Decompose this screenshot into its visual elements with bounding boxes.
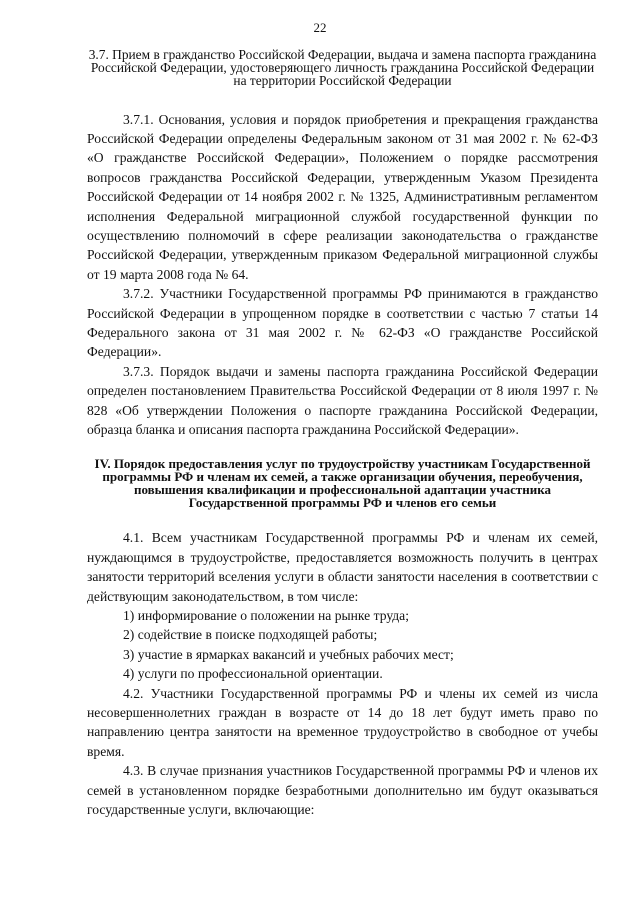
- section-title-3-7: 3.7. Прием в гражданство Российской Федерации, выдача и замена паспорта гражданина Российской Федерации, удостоверяющего личность гражданина Российской Федерации на территории Российской Федерации: [88, 47, 597, 89]
- paragraph-3-7-3: 3.7.3. Порядок выдачи и замены паспорта гражданина Российской Федерации определен постановлением Правительства Российской Федерации от 8 июля 1997 г. № 828 «Об утверждении Положения о паспорте гражданина Российской Федерации, образца бланка и описания паспорта гражданина Российской Федерации».: [87, 363, 598, 438]
- list-item: 2) содействие в поиске подходящей работы;: [123, 627, 378, 643]
- list-item: 3) участие в ярмарках вакансий и учебных рабочих мест;: [123, 646, 454, 662]
- paragraph-4-1: 4.1. Всем участникам Государственной программы РФ и членам их семей, нуждающимся в трудоустройстве, предоставляется возможность получить в центрах занятости территорий вселения услуги в области занятости населения в соответствии с действующим законодательством, в том числе:: [87, 530, 598, 604]
- page-content: [87, 48, 598, 819]
- paragraph-4-2: 4.2. Участники Государственной программы РФ и члены их семей из числа несовершеннолетних граждан в возрасте от 14 до 18 лет будут иметь право по направлению центра занятости на временное трудоустройство в свободное от учебы время.: [87, 685, 598, 759]
- list-item: 4) услуги по профессиональной ориентации.: [123, 666, 383, 682]
- page-number: 22: [313, 20, 327, 35]
- paragraph-3-7-2: 3.7.2. Участники Государственной программы РФ принимаются в гражданство Российской Федерации в упрощенном порядке в соответствии с частью 7 статьи 14 Федерального закона от 31 мая 2002 г. № 62-ФЗ «О гражданстве Российской Федерации».: [87, 286, 598, 360]
- paragraph-3-7-1: 3.7.1. Основания, условия и порядок приобретения и прекращения гражданства Российской Федерации определены Федеральным законом от 31 мая 2002 г. № 62-ФЗ «О гражданстве Российской Федерации», Положением о порядке рассмотрения вопросов гражданства Российской Федерации, утвержденным Указом Президента Российской Федерации от 14 ноября 2002 г. № 1325, Административным регламентом исполнения Федеральной миграционной службой государственной функции по осуществлению полномочий в сфере реализации законодательства о гражданстве Российской Федерации, утвержденным приказом Федеральной миграционной службы от 19 марта 2008 года № 64.: [87, 111, 598, 282]
- list-item: 1) информирование о положении на рынке труда;: [123, 607, 409, 623]
- paragraph-4-3: 4.3. В случае признания участников Государственной программы РФ и членов их семей в установленном порядке безработными дополнительно им будут оказываться государственные услуги, включающие:: [87, 763, 598, 818]
- chapter-title-4: IV. Порядок предоставления услуг по трудоустройству участникам Государственной программы РФ и членам их семей, а также организации обучения, переобучения, повышения квалификации и профессиональной адаптации участника Государственной программы РФ и членов его семьи: [94, 455, 591, 511]
